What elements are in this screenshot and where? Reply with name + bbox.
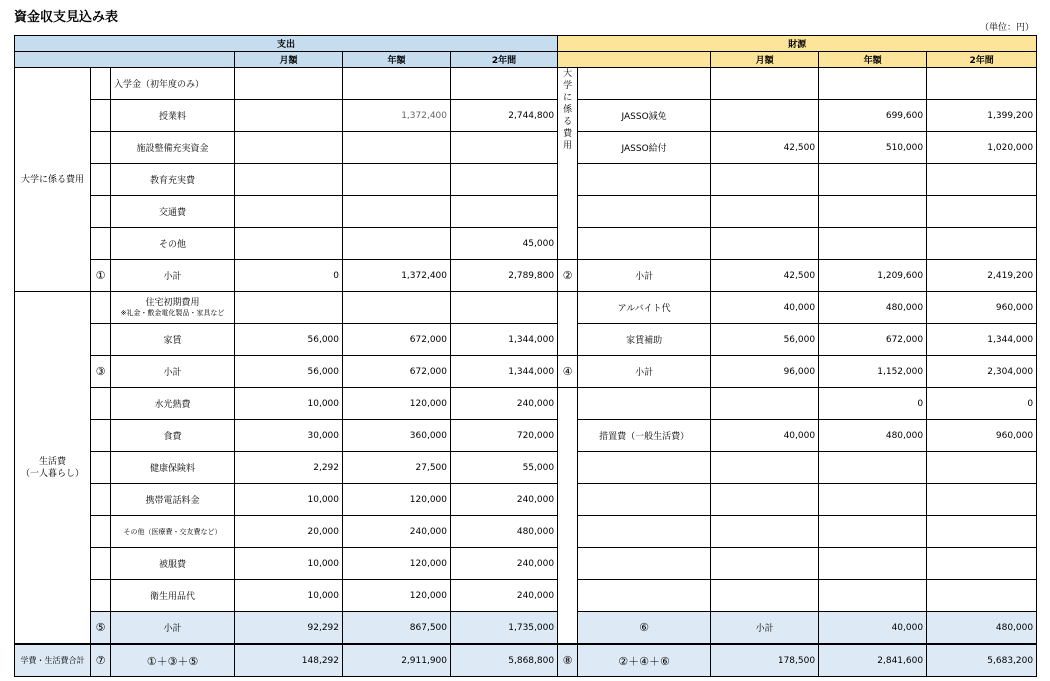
expense-item[interactable]: 家賃 [111, 324, 235, 356]
fund-annual-cell[interactable] [819, 580, 927, 612]
section-university-vertical-label: 大 学 に 係 る 費 用 [558, 68, 578, 260]
exp-annual-cell[interactable] [343, 228, 451, 260]
funding-item[interactable] [578, 516, 711, 548]
exp-monthly-cell[interactable]: 148,292 [235, 644, 343, 677]
exp-monthly-cell[interactable]: 10,000 [235, 580, 343, 612]
table-row [15, 100, 1037, 132]
exp-monthly-cell[interactable] [235, 132, 343, 164]
exp-monthly-cell[interactable] [235, 68, 343, 100]
exp-monthly-cell[interactable]: 56,000 [235, 324, 343, 356]
exp-2yr-cell[interactable]: 2,789,800 [451, 260, 558, 292]
subtotal-label: 小計 [711, 612, 819, 645]
expense-item[interactable]: 被服費 [111, 548, 235, 580]
exp-annual-cell[interactable] [343, 68, 451, 100]
fund-2yr-cell[interactable] [927, 484, 1037, 516]
funding-item[interactable] [578, 228, 711, 260]
exp-2yr-cell[interactable]: 240,000 [451, 548, 558, 580]
section-living-label: 生活費 （一人暮らし） [15, 292, 91, 645]
exp-annual-cell[interactable]: 1,372,400 [343, 260, 451, 292]
funding-item[interactable]: 家賃補助 [578, 324, 711, 356]
expense-item[interactable]: 入学金（初年度のみ） [111, 68, 235, 100]
funding-item[interactable] [578, 388, 711, 420]
exp-2yr-cell[interactable]: 45,000 [451, 228, 558, 260]
exp-monthly-cell[interactable]: 92,292 [235, 612, 343, 645]
fund-annual-cell[interactable]: 0 [819, 388, 927, 420]
funding-item[interactable] [578, 196, 711, 228]
fund-monthly-cell[interactable] [711, 164, 819, 196]
exp-annual-cell[interactable] [343, 164, 451, 196]
fund-monthly-cell[interactable]: 42,500 [711, 132, 819, 164]
grand-total-label: 学費・生活費合計 [15, 644, 91, 677]
marker-3: ③ [91, 356, 111, 388]
table-row [15, 580, 1037, 612]
fund-2yr-cell[interactable] [927, 516, 1037, 548]
exp-annual-cell[interactable] [343, 292, 451, 324]
fund-monthly-cell[interactable] [711, 228, 819, 260]
fund-monthly-cell[interactable] [711, 548, 819, 580]
exp-2yr-cell[interactable]: 2,744,800 [451, 100, 558, 132]
fund-2yr-cell[interactable] [927, 68, 1037, 100]
exp-2yr-cell[interactable] [451, 196, 558, 228]
exp-annual-cell[interactable]: 27,500 [343, 452, 451, 484]
table-row [15, 548, 1037, 580]
funding-item[interactable] [578, 68, 711, 100]
fund-2yr-cell[interactable]: 2,419,200 [927, 260, 1037, 292]
exp-annual-cell[interactable] [343, 132, 451, 164]
fund-2yr-cell[interactable]: 1,399,200 [927, 100, 1037, 132]
exp-monthly-cell[interactable] [235, 100, 343, 132]
funding-item[interactable] [578, 452, 711, 484]
fund-annual-cell[interactable]: 672,000 [819, 324, 927, 356]
exp-annual-header: 年額 [343, 52, 451, 68]
exp-annual-cell[interactable]: 360,000 [343, 420, 451, 452]
section-university-label: 大学に係る費用 [15, 68, 91, 292]
funding-header: 財源 [558, 36, 1037, 52]
fund-annual-cell[interactable] [819, 452, 927, 484]
fund-annual-cell[interactable] [819, 164, 927, 196]
fund-2yr-cell[interactable]: 2,304,000 [927, 356, 1037, 388]
funding-item[interactable]: 措置費（一般生活費） [578, 420, 711, 452]
grand-total-fund-formula: ②＋④＋⑥ [578, 644, 711, 677]
fund-monthly-cell[interactable] [711, 196, 819, 228]
table-row [15, 292, 1037, 324]
fund-monthly-cell[interactable] [711, 580, 819, 612]
exp-monthly-cell[interactable] [235, 164, 343, 196]
expense-item[interactable]: 衛生用品代 [111, 580, 235, 612]
exp-annual-cell[interactable]: 1,372,400 [343, 100, 451, 132]
subtotal-row [15, 356, 1037, 388]
marker-7: ⑦ [91, 644, 111, 677]
exp-monthly-cell[interactable]: 10,000 [235, 388, 343, 420]
fund-annual-cell[interactable] [819, 68, 927, 100]
exp-2yr-cell[interactable]: 1,735,000 [451, 612, 558, 645]
expense-item-note: ※礼金・敷金電化製品・家具など [120, 308, 225, 317]
exp-monthly-header: 月額 [235, 52, 343, 68]
fund-annual-cell[interactable]: 1,209,600 [819, 260, 927, 292]
exp-monthly-cell[interactable] [235, 292, 343, 324]
fund-annual-cell[interactable]: 480,000 [819, 292, 927, 324]
exp-annual-cell[interactable]: 120,000 [343, 548, 451, 580]
exp-annual-cell[interactable]: 120,000 [343, 580, 451, 612]
fund-2yr-cell[interactable]: 5,683,200 [927, 644, 1037, 677]
exp-2yr-cell[interactable]: 5,868,800 [451, 644, 558, 677]
subtotal-row [15, 612, 1037, 645]
fund-monthly-cell[interactable] [711, 68, 819, 100]
fund-annual-cell[interactable]: 510,000 [819, 132, 927, 164]
exp-monthly-cell[interactable]: 10,000 [235, 484, 343, 516]
expense-header: 支出 [15, 36, 558, 52]
funding-item[interactable]: JASSO給付 [578, 132, 711, 164]
fund-monthly-cell[interactable] [711, 100, 819, 132]
header-row-1 [15, 36, 1037, 52]
fund-2yr-cell[interactable]: 960,000 [927, 292, 1037, 324]
funding-item[interactable] [578, 548, 711, 580]
exp-2yr-cell[interactable]: 480,000 [451, 516, 558, 548]
fund-2yr-cell[interactable]: 0 [927, 388, 1037, 420]
expense-item[interactable] [111, 292, 235, 324]
table-row [15, 196, 1037, 228]
fund-2yr-header: 2年間 [927, 52, 1037, 68]
fund-2yr-cell[interactable]: 1,020,000 [927, 132, 1037, 164]
subtotal-label: 小計 [578, 356, 711, 388]
fund-annual-cell[interactable]: 699,600 [819, 100, 927, 132]
grand-total-formula: ①＋③＋⑤ [111, 644, 235, 677]
subtotal-label: 小計 [578, 260, 711, 292]
fund-monthly-cell[interactable]: 96,000 [711, 356, 819, 388]
fund-monthly-cell[interactable] [711, 452, 819, 484]
exp-2yr-cell[interactable]: 720,000 [451, 420, 558, 452]
fund-2yr-cell[interactable] [927, 548, 1037, 580]
expense-item[interactable]: 健康保険料 [111, 452, 235, 484]
exp-2yr-cell[interactable]: 240,000 [451, 484, 558, 516]
subtotal-label: 小計 [111, 356, 235, 388]
exp-annual-cell[interactable]: 672,000 [343, 324, 451, 356]
exp-annual-cell[interactable]: 2,911,900 [343, 644, 451, 677]
funding-item[interactable] [578, 164, 711, 196]
subtotal-label: 小計 [111, 260, 235, 292]
exp-monthly-cell[interactable]: 56,000 [235, 356, 343, 388]
marker-2: ② [558, 260, 578, 292]
header-row-2 [15, 52, 1037, 68]
table-row [15, 452, 1037, 484]
table-row [15, 228, 1037, 260]
marker-4: ④ [558, 356, 578, 388]
fund-monthly-cell[interactable]: 40,000 [711, 420, 819, 452]
expense-item[interactable]: 授業料 [111, 100, 235, 132]
exp-2yr-cell[interactable]: 55,000 [451, 452, 558, 484]
exp-2yr-cell[interactable]: 1,344,000 [451, 324, 558, 356]
exp-annual-cell[interactable]: 120,000 [343, 484, 451, 516]
fund-monthly-cell[interactable]: 42,500 [711, 260, 819, 292]
fund-monthly-cell[interactable]: 56,000 [711, 324, 819, 356]
fund-monthly-cell[interactable] [711, 388, 819, 420]
marker-5: ⑤ [91, 612, 111, 645]
exp-monthly-cell[interactable] [235, 196, 343, 228]
fund-2yr-cell[interactable] [927, 196, 1037, 228]
exp-2yr-cell[interactable] [451, 292, 558, 324]
fund-annual-header: 年額 [819, 52, 927, 68]
funding-item[interactable] [578, 484, 711, 516]
exp-annual-cell[interactable]: 867,500 [343, 612, 451, 645]
subtotal-label: 小計 [111, 612, 235, 645]
fund-monthly-cell[interactable]: 178,500 [711, 644, 819, 677]
funding-item[interactable] [578, 580, 711, 612]
fund-annual-cell[interactable]: 1,152,000 [819, 356, 927, 388]
exp-2yr-cell[interactable]: 240,000 [451, 580, 558, 612]
fund-2yr-cell[interactable] [927, 452, 1037, 484]
exp-2yr-cell[interactable] [451, 132, 558, 164]
exp-monthly-cell[interactable]: 30,000 [235, 420, 343, 452]
fund-annual-cell[interactable] [819, 228, 927, 260]
expense-item[interactable]: その他（医療費・交友費など） [111, 516, 235, 548]
cash-flow-table [14, 35, 1037, 677]
exp-2yr-cell[interactable]: 1,344,000 [451, 356, 558, 388]
table-row [15, 388, 1037, 420]
expense-item[interactable]: その他 [111, 228, 235, 260]
fund-2yr-cell[interactable] [927, 228, 1037, 260]
table-row [15, 484, 1037, 516]
funding-item[interactable]: アルバイト代 [578, 292, 711, 324]
grand-total-row [15, 644, 1037, 677]
expense-item-label: 住宅初期費用 [145, 297, 200, 308]
exp-annual-cell[interactable]: 120,000 [343, 388, 451, 420]
fund-annual-cell[interactable]: 2,841,600 [819, 644, 927, 677]
fund-monthly-cell[interactable]: 40,000 [819, 612, 927, 645]
exp-annual-cell[interactable]: 672,000 [343, 356, 451, 388]
expense-item[interactable]: 交通費 [111, 196, 235, 228]
fund-annual-cell[interactable] [819, 484, 927, 516]
table-row [15, 68, 1037, 100]
fund-monthly-cell[interactable] [711, 484, 819, 516]
exp-2yr-cell[interactable] [451, 68, 558, 100]
fund-2yr-cell[interactable]: 960,000 [927, 420, 1037, 452]
table-row [15, 516, 1037, 548]
fund-annual-cell[interactable] [819, 516, 927, 548]
exp-monthly-cell[interactable]: 0 [235, 260, 343, 292]
exp-annual-cell[interactable]: 240,000 [343, 516, 451, 548]
exp-2yr-cell[interactable] [451, 164, 558, 196]
expense-item[interactable]: 携帯電話料金 [111, 484, 235, 516]
unit-label: （単位：円） [979, 23, 1034, 33]
table-row [15, 132, 1037, 164]
fund-annual-cell[interactable] [819, 548, 927, 580]
table-row [15, 324, 1037, 356]
expense-item[interactable]: 水光熱費 [111, 388, 235, 420]
fund-monthly-header: 月額 [711, 52, 819, 68]
table-row [15, 164, 1037, 196]
sheet-title: 資金収支見込み表 [14, 10, 119, 25]
fund-monthly-cell[interactable]: 40,000 [711, 292, 819, 324]
exp-monthly-cell[interactable]: 2,292 [235, 452, 343, 484]
funding-item[interactable]: JASSO減免 [578, 100, 711, 132]
exp-2yr-header: 2年間 [451, 52, 558, 68]
fund-monthly-cell[interactable] [711, 516, 819, 548]
fund-2yr-cell[interactable] [927, 580, 1037, 612]
fund-annual-cell[interactable]: 480,000 [819, 420, 927, 452]
expense-item[interactable]: 食費 [111, 420, 235, 452]
exp-2yr-cell[interactable]: 240,000 [451, 388, 558, 420]
table-row [15, 420, 1037, 452]
fund-annual-cell[interactable] [819, 196, 927, 228]
exp-monthly-cell[interactable] [235, 228, 343, 260]
marker-1: ① [91, 260, 111, 292]
exp-monthly-cell[interactable]: 20,000 [235, 516, 343, 548]
fund-2yr-cell[interactable] [927, 164, 1037, 196]
expense-item[interactable]: 施設整備充実資金 [111, 132, 235, 164]
fund-2yr-cell[interactable]: 1,344,000 [927, 324, 1037, 356]
subtotal-row [15, 260, 1037, 292]
marker-8: ⑧ [558, 644, 578, 677]
exp-monthly-cell[interactable]: 10,000 [235, 548, 343, 580]
exp-annual-cell[interactable] [343, 196, 451, 228]
expense-item[interactable]: 教育充実費 [111, 164, 235, 196]
fund-annual-cell[interactable]: 480,000 [927, 612, 1037, 645]
marker-6: ⑥ [578, 612, 711, 645]
